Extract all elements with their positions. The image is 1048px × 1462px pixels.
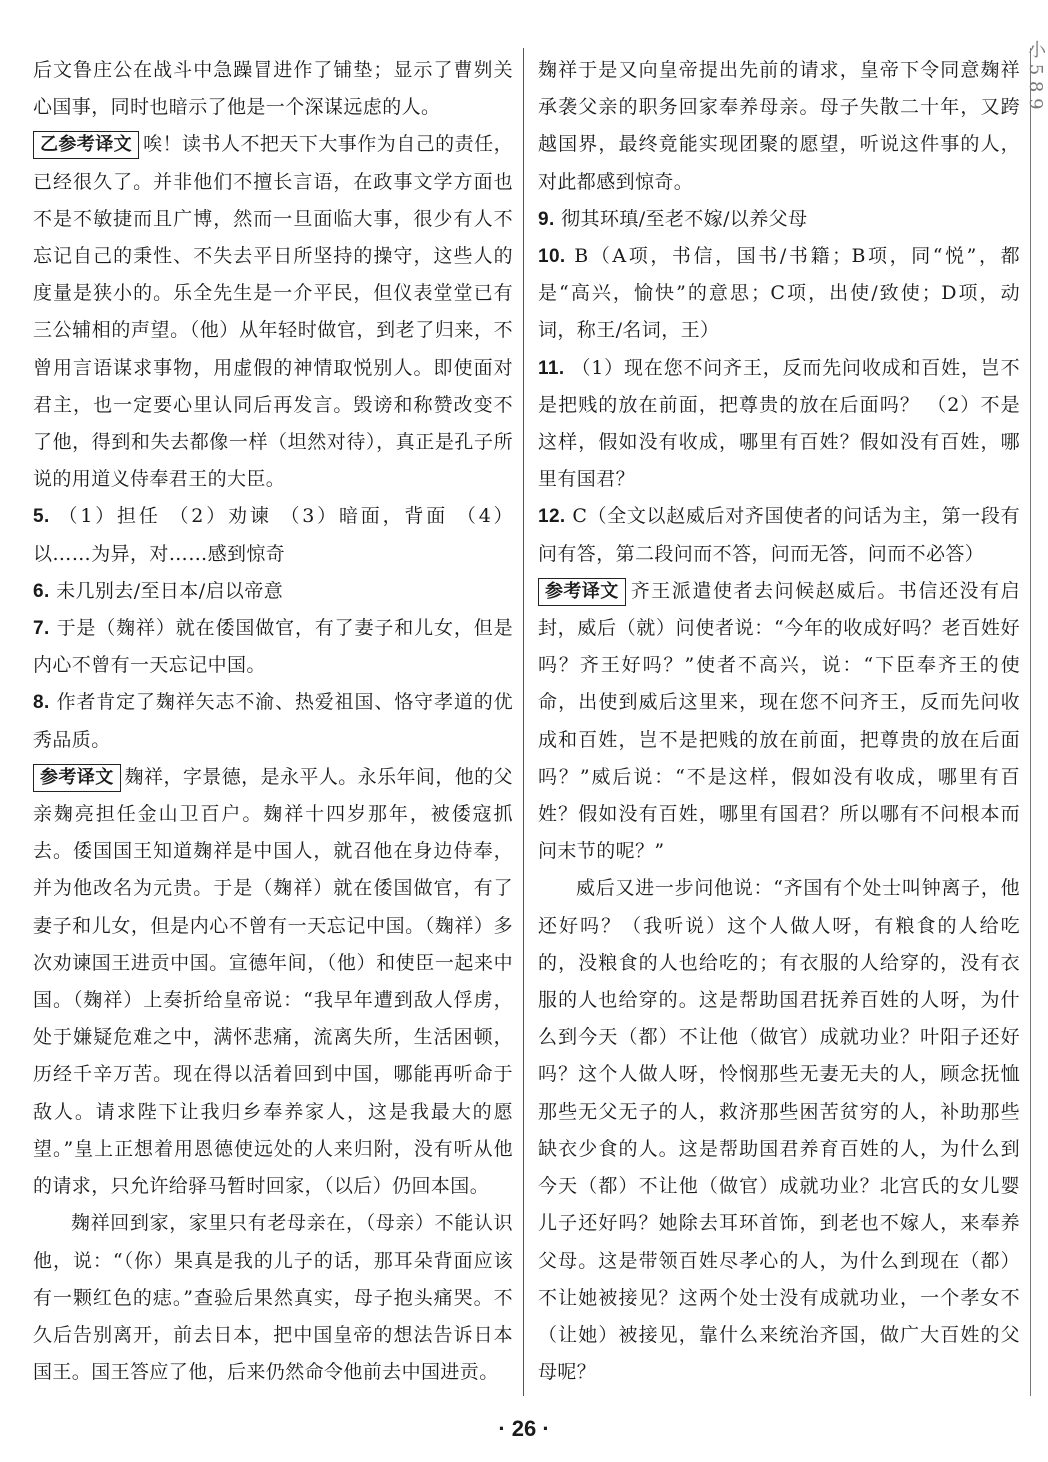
edge-divider [1030, 48, 1031, 1396]
right-column [538, 52, 1020, 1391]
answer-text: 作者肯定了麹祥矢志不渝、热爱祖国、恪守孝道的优秀品质。 [33, 691, 513, 751]
answer-9 [538, 201, 1020, 238]
column-divider [523, 48, 524, 1396]
answer-10 [538, 238, 1020, 350]
answer-text: （1）担任 （2）劝谏 （3）暗面，背面 （4）以……为异，对……感到惊奇 [33, 505, 513, 565]
continued-paragraph: 麹祥于是又向皇帝提出先前的请求，皇帝下令同意麹祥承袭父亲的职务回家奉养母亲。母子失散二十年，又跨越国界，最终竟能实现团聚的愿望，听说这件事的人，对此都感到惊奇。 [538, 59, 1020, 193]
answer-text: B（A项，书信，国书/书籍；B项，同“悦”，都是“高兴，愉快”的意思；C项，出使/致使；D项，动词，称王/名词，王） [538, 245, 1020, 342]
translation-paragraph-2: 麹祥回到家，家里只有老母亲在，（母亲）不能认识他，说：“（你）果真是我的儿子的话，那耳朵背面应该有一颗红色的痣。”查验后果然真实，母子抱头痛哭。不久后告别离开，前去日本，把中国皇帝的想法告诉日本国王。国王答应了他，后来仍然命令他前去中国进贡。 [33, 1212, 513, 1384]
translation-text: 麹祥，字景德，是永平人。永乐年间，他的父亲麹亮担任金山卫百户。麹祥十四岁那年，被倭寇抓去。倭国国王知道麹祥是中国人，就召他在身边侍奉，并为他改名为元贵。于是（麹祥）就在倭国做官，有了妻子和儿女，但是内心不曾有一天忘记中国。（麹祥）多次劝谏国王进贡中国。宣德年间，（他）和使臣一起来中国。（麹祥）上奏折给皇帝说：“我早年遭到敌人俘虏，处于嫌疑危难之中，满怀悲痛，流离失所，生活困顿，历经千辛万苦。现在得以活着回到中国，哪能再听命于敌人。请求陛下让我归乡奉养家人，这是我最大的愿望。”皇上正想着用恩德使远处的人来归附，没有听从他的请求，只允许给驿马暂时回家，（以后）仍回本国。 [33, 765, 513, 1198]
answer-6 [33, 573, 513, 610]
translation-text: 齐王派遣使者去问候赵威后。书信还没有启封，威后（就）问使者说：“今年的收成好吗？老百姓好吗？齐王好吗？”使者不高兴，说：“下臣奉齐王的使命，出使到威后这里来，现在您不问齐王，反而先问收成和百姓，岂不是把贱的放在前面，把尊贵的放在后面吗？”威后说：“不是这样，假如没有收成，哪里有百姓？假如没有百姓，哪里有国君？所以哪有不问根本而问末节的呢？” [538, 579, 1020, 863]
answer-number: 6. [33, 580, 50, 602]
answer-11 [538, 350, 1020, 499]
answer-5 [33, 498, 513, 572]
yi-translation-label: 乙参考译文 [33, 131, 139, 159]
yi-translation-text: 唉！读书人不把天下大事作为自己的责任，已经很久了。并非他们不擅长言语，在政事文学方面也不是不敏捷而且广博，然而一旦面临大事，很少有人不忘记自己的秉性、不失去平日所坚持的操守，这些人的度量是狭小的。乐全先生是一介平民，但仪表堂堂已有三公辅相的声望。（他）从年轻时做官，到老了归来，不曾用言语谋求事物，用虚假的神情取悦别人。即使面对君主，也一定要心里认同后再发言。毁谤和称赞改变不了他，得到和失去都像一样（坦然对待），真正是孔子所说的用道义侍奉君王的大臣。 [33, 133, 513, 491]
answer-number: 7. [33, 618, 50, 640]
left-edge-fragment [0, 40, 12, 1400]
answer-text: 彻其环瑱/至老不嫁/以养父母 [561, 207, 808, 230]
answer-text: 未几别去/至日本/启以帝意 [56, 579, 284, 602]
right-edge-fragment: 小 5 8 9 [1025, 40, 1046, 110]
answer-7 [33, 610, 513, 684]
intro-paragraph: 后文鲁庄公在战斗中急躁冒进作了铺垫；显示了曹刿关心国事，同时也暗示了他是一个深谋远虑的人。 [33, 59, 513, 119]
answer-number: 11. [538, 357, 565, 379]
answer-text: C（全文以赵威后对齐国使者的问话为主，第一段有问有答，第二段问而不答，问而无答，问而不必答） [538, 505, 1020, 565]
answer-12 [538, 498, 1020, 572]
answer-text: （1）现在您不问齐王，反而先问收成和百姓，岂不是把贱的放在前面，把尊贵的放在后面吗？ （2）不是这样，假如没有收成，哪里有百姓？假如没有百姓，哪里有国君？ [538, 356, 1020, 491]
answer-8 [33, 684, 513, 758]
left-column [33, 52, 513, 1391]
translation-paragraph [538, 573, 1020, 871]
translation-label: 参考译文 [538, 578, 626, 606]
answer-number: 12. [538, 506, 566, 528]
page-number: · 26 · [498, 1416, 550, 1441]
answer-text: 于是（麹祥）就在倭国做官，有了妻子和儿女，但是内心不曾有一天忘记中国。 [33, 617, 513, 677]
answer-number: 10. [538, 246, 566, 268]
answer-number: 5. [33, 506, 50, 528]
translation-label: 参考译文 [33, 764, 121, 792]
answer-number: 9. [538, 208, 555, 230]
answer-number: 8. [33, 692, 50, 714]
translation-paragraph-2: 威后又进一步问他说：“齐国有个处士叫钟离子，他还好吗？（我听说）这个人做人呀，有粮食的人给吃的，没粮食的人也给吃的；有衣服的人给穿的，没有衣服的人也给穿的。这是帮助国君抚养百姓的人呀，为什么到今天（都）不让他（做官）成就功业？叶阳子还好吗？这个人做人呀，怜悯那些无妻无夫的人，顾念抚恤那些无父无子的人，救济那些困苦贫穷的人，补助那些缺衣少食的人。这是帮助国君养育百姓的人，为什么到今天（都）不让他（做官）成就功业？北宫氏的女儿婴儿子还好吗？她除去耳环首饰，到老也不嫁人，来奉养父母。这是带领百姓尽孝心的人，为什么到现在（都）不让她被接见？这两个处士没有成就功业，一个孝女不（让她）被接见，靠什么来统治齐国，做广大百姓的父母呢？ [538, 877, 1020, 1384]
yi-translation-paragraph [33, 126, 513, 498]
translation-paragraph [33, 759, 513, 1205]
